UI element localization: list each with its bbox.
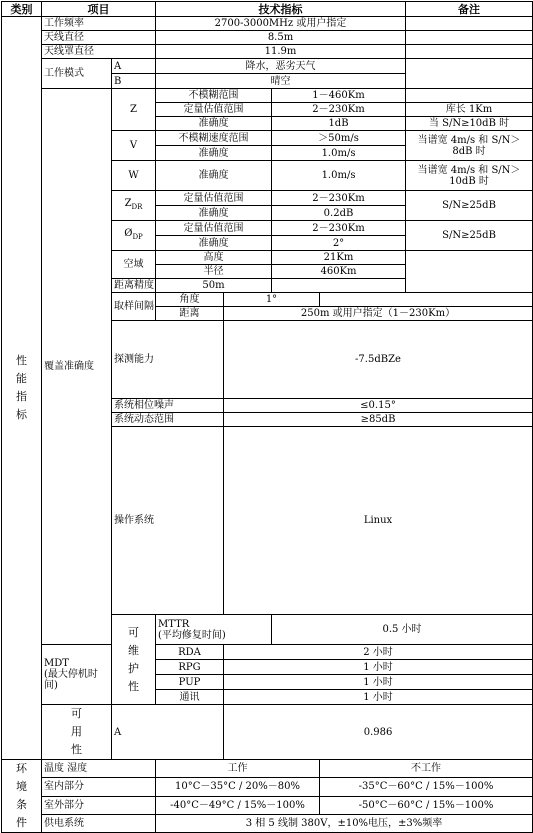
mdt-rda-value: 2 小时 [224, 645, 533, 660]
indoor-work: 10°C－35°C / 20%－80% [156, 778, 320, 796]
env-head-nowork: 不工作 [320, 760, 533, 778]
category-maintainability: 可 维 护 性 [112, 615, 156, 705]
mdt-label-2: (最大停机时间) [44, 669, 98, 691]
avail-value: 0.986 [224, 705, 533, 760]
range-acc-key: 距离精度 [112, 279, 156, 293]
zdr-r2-value: 0.2dB [272, 206, 406, 221]
z-key: Z [112, 89, 156, 131]
env-head-label: 温度 湿度 [42, 760, 156, 778]
w-r1-value: 1.0m/s [272, 161, 406, 191]
mttr-label [156, 615, 272, 645]
header-spec: 技术指标 [156, 2, 406, 17]
sampling-dist-key: 距离 [156, 307, 224, 321]
odp-key-main: Ø [124, 228, 133, 239]
odp-key-sub: DP [132, 233, 143, 241]
env-head-work: 工作 [156, 760, 320, 778]
sampling-angle-blank [320, 293, 533, 307]
category-performance: 性 能 指 标 [2, 17, 42, 760]
os-value: Linux [224, 427, 533, 615]
zdr-remark: S/N≥25dB [406, 191, 533, 221]
sampling-dist-value: 250m 或用户指定（1－230Km） [224, 307, 533, 321]
mdt-rpg-key: RPG [156, 660, 224, 675]
freq-label: 工作频率 [42, 17, 156, 31]
row-antenna [2, 31, 533, 45]
v-key: V [112, 131, 156, 161]
airspace-r2-value: 460Km [272, 265, 406, 279]
z-r1-name: 不模糊范围 [156, 89, 272, 103]
row-freq [2, 17, 533, 31]
mdt-label-1: MDT [44, 658, 69, 669]
zdr-r1-value: 2－230Km [272, 191, 406, 206]
radome-label: 天线罩直径 [42, 45, 156, 59]
freq-remark [406, 17, 533, 31]
antenna-remark [406, 31, 533, 45]
antenna-value: 8.5m [156, 31, 406, 45]
odp-r1-name: 定量估值范围 [156, 221, 272, 236]
mdt-comm-value: 1 小时 [224, 690, 533, 705]
zdr-r2-name: 准确度 [156, 206, 272, 221]
sampling-angle-value: 1° [224, 293, 320, 307]
power-value: 3 相 5 线制 380V，±10%电压，±3%频率 [156, 814, 533, 832]
row-mdt-rda [2, 645, 533, 660]
mode-a-key: A [112, 59, 156, 74]
spec-table [1, 1, 533, 833]
z-r1-value: 1－460Km [272, 89, 406, 103]
mode-a-value: 降水，恶劣天气 [156, 59, 406, 74]
v-remark: 当谱宽 4m/s 和 S/N＞8dB 时 [406, 131, 533, 161]
v-r1-value: ＞50m/s [272, 131, 406, 146]
mode-remark [406, 59, 533, 89]
sampling-angle-key: 角度 [156, 293, 224, 307]
dynamic-label: 系统动态范围 [112, 413, 224, 427]
mttr-label-1: MTTR [158, 618, 190, 630]
dynamic-value: ≥85dB [224, 413, 533, 427]
row-indoor [2, 778, 533, 796]
airspace-key: 空域 [112, 251, 156, 279]
category-availability: 可 用 性 [42, 705, 112, 760]
outdoor-label: 室外部分 [42, 796, 156, 814]
detect-value: -7.5dBZe [224, 321, 533, 399]
z-r2-name: 定量估值范围 [156, 103, 272, 117]
airspace-r2-name: 半径 [156, 265, 272, 279]
coverage-label: 覆盖准确度 [42, 89, 112, 645]
indoor-nowork: -35°C－60°C / 15%－100% [320, 778, 533, 796]
row-power [2, 814, 533, 832]
range-acc-value: 50m [156, 279, 272, 293]
row-availability [2, 705, 533, 760]
detect-label: 探测能力 [112, 321, 224, 399]
row-mode-a [2, 59, 533, 74]
mdt-label [42, 645, 112, 705]
airspace-r1-name: 高度 [156, 251, 272, 265]
phase-label: 系统相位噪声 [112, 399, 224, 413]
z-r2-remark: 库长 1Km [406, 103, 533, 117]
z-r3-remark: 当 S/N≥10dB 时 [406, 117, 533, 131]
mdt-rpg-value: 1 小时 [224, 660, 533, 675]
header-item: 项目 [42, 2, 156, 17]
row-env-head [2, 760, 533, 778]
power-label: 供电系统 [42, 814, 156, 832]
avail-label: A [112, 705, 224, 760]
row-z-1 [2, 89, 533, 103]
radome-value: 11.9m [156, 45, 406, 59]
mdt-pup-key: PUP [156, 675, 224, 690]
zdr-r1-name: 定量估值范围 [156, 191, 272, 206]
antenna-label: 天线直径 [42, 31, 156, 45]
airspace-r1-value: 21Km [272, 251, 406, 265]
w-remark: 当谱宽 4m/s 和 S/N＞10dB 时 [406, 161, 533, 191]
sampling-label: 取样间隔 [112, 293, 156, 321]
zdr-key-main: Z [124, 198, 132, 209]
header-remark: 备注 [406, 2, 533, 17]
odp-r1-value: 2－230Km [272, 221, 406, 236]
odp-remark: S/N≥25dB [406, 221, 533, 251]
w-key: W [112, 161, 156, 191]
v-r2-name: 准确度 [156, 146, 272, 161]
mttr-value: 0.5 小时 [272, 615, 533, 645]
mode-label: 工作模式 [42, 59, 112, 89]
header-row [2, 2, 533, 17]
v-r2-value: 1.0m/s [272, 146, 406, 161]
v-r1-name: 不模糊速度范围 [156, 131, 272, 146]
z-r1-remark [406, 89, 533, 103]
mode-b-key: B [112, 74, 156, 89]
os-label: 操作系统 [112, 427, 224, 615]
row-outdoor [2, 796, 533, 814]
w-r1-name: 准确度 [156, 161, 272, 191]
mdt-pup-value: 1 小时 [224, 675, 533, 690]
mdt-rda-key: RDA [156, 645, 224, 660]
odp-r2-name: 准确度 [156, 236, 272, 251]
z-r2-value: 2－230Km [272, 103, 406, 117]
mdt-comm-key: 通讯 [156, 690, 224, 705]
odp-key [112, 221, 156, 251]
z-r3-name: 准确度 [156, 117, 272, 131]
mttr-label-2: (平均修复时间) [158, 629, 226, 641]
z-r3-value: 1dB [272, 117, 406, 131]
row-radome [2, 45, 533, 59]
mode-b-value: 晴空 [156, 74, 406, 89]
indoor-label: 室内部分 [42, 778, 156, 796]
airspace-remark [406, 251, 533, 293]
outdoor-work: -40°C－49°C / 15%－100% [156, 796, 320, 814]
zdr-key [112, 191, 156, 221]
range-acc-blank [272, 279, 406, 293]
phase-value: ≤0.15° [224, 399, 533, 413]
header-category: 类别 [2, 2, 42, 17]
freq-value: 2700-3000MHz 或用户指定 [156, 17, 406, 31]
zdr-key-sub: DR [131, 203, 143, 211]
category-environment: 环 境 条 件 [2, 760, 42, 833]
radome-remark [406, 45, 533, 59]
odp-r2-value: 2° [272, 236, 406, 251]
outdoor-nowork: -50°C－60°C / 15%－100% [320, 796, 533, 814]
